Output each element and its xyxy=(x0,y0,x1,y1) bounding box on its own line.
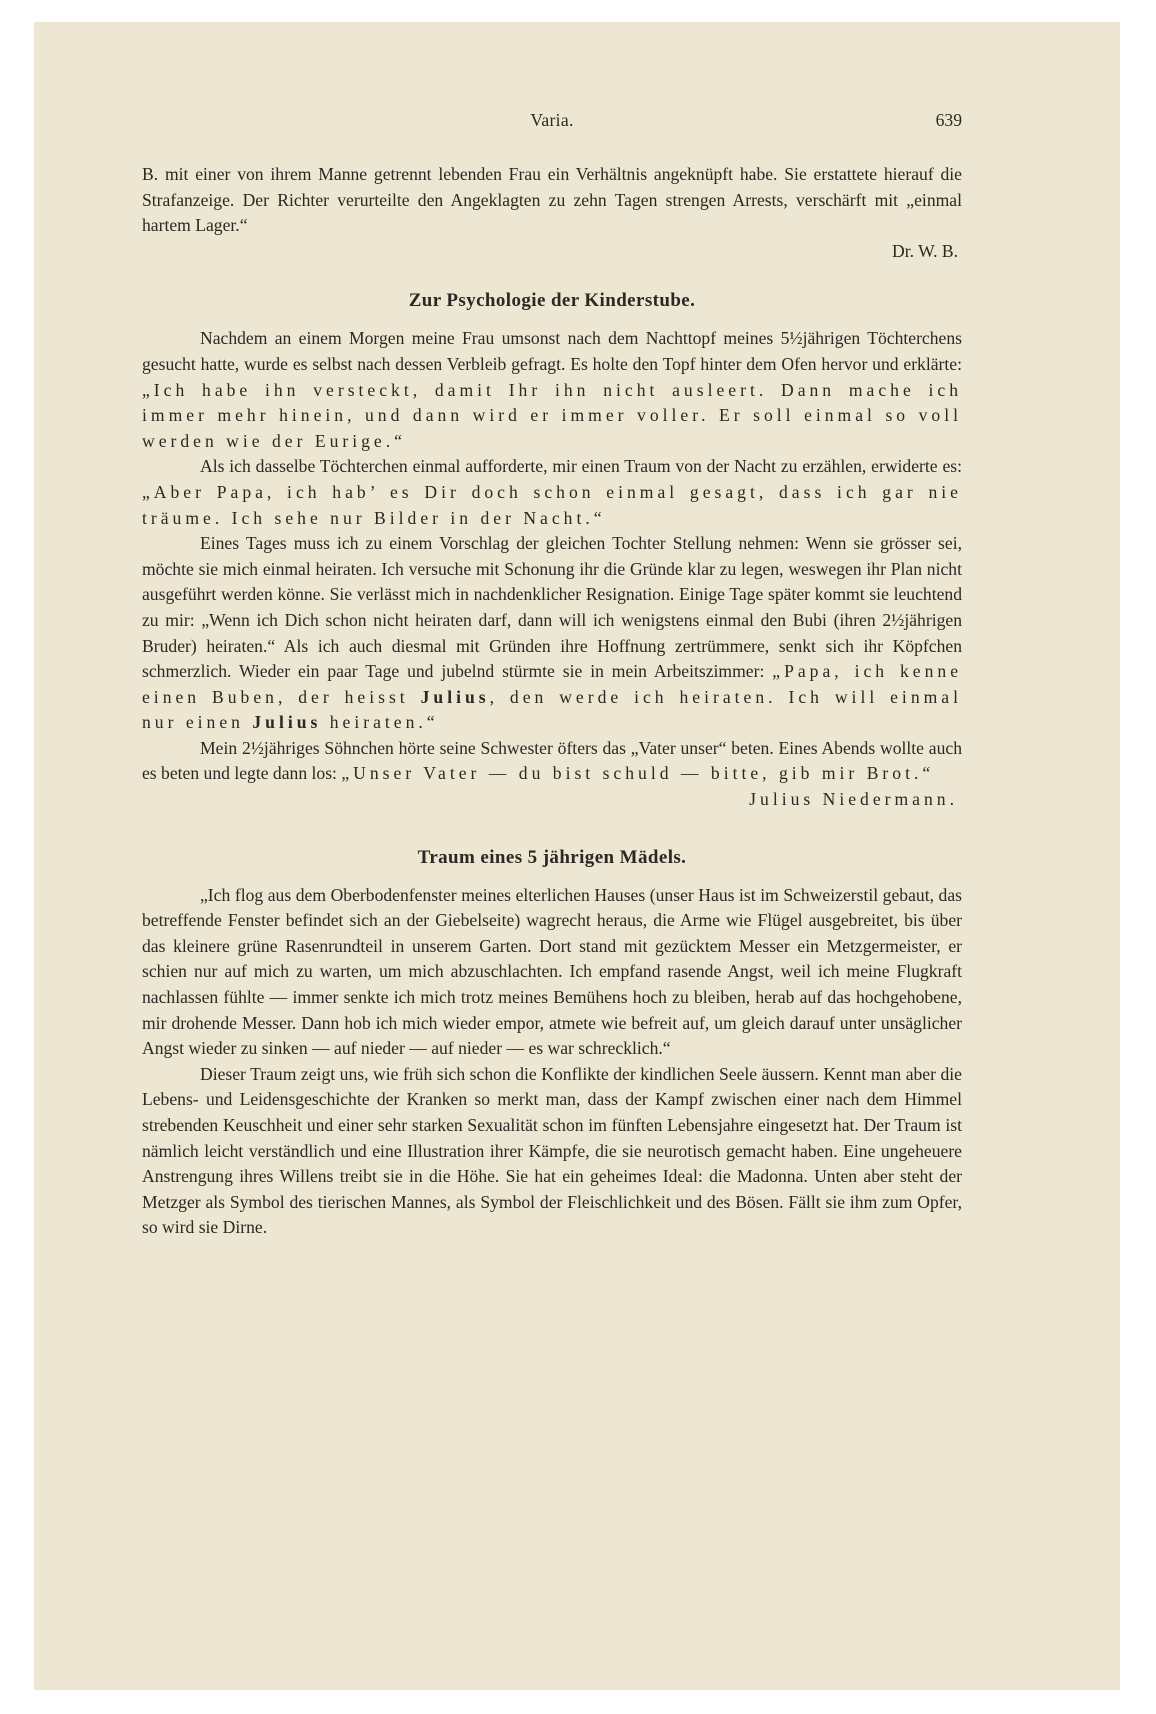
section1-author xyxy=(142,787,962,813)
paragraph-text: Nachdem an einem Morgen meine Frau umsonst nach dem Nachttopf meines 5½jährigen Töchterchens gesucht hatte, wurde es selbst nach dessen Verbleib gefragt. Es holte den Topf hinter dem Ofen hervor und erklärte: xyxy=(142,328,962,374)
author-name: Julius Niedermann. xyxy=(749,789,958,810)
spaced-quote: „Unser Vater — du bist schuld — bitte, gib mir Brot.“ xyxy=(341,763,935,784)
intro-signature: Dr. W. B. xyxy=(892,240,958,261)
book-page xyxy=(34,22,1120,1690)
intro-paragraph: B. mit einer von ihrem Manne getrennt lebenden Frau ein Verhältnis angeknüpft habe. Sie erstattete hierauf die Strafanzeige. Der Richter verurteilte den Angeklagten zu zehn Tagen strengen Arrests, verschärft mit „einmal hartem Lager.“ xyxy=(142,164,962,236)
spaced-quote: „Ich habe ihn versteckt, damit Ihr ihn nicht ausleert. Dann mache ich immer mehr hinein, und dann wird er immer voller. Er soll einmal so voll werden wie der Eurige.“ xyxy=(142,379,962,451)
page-content xyxy=(142,108,962,1241)
paragraph-text: Eines Tages muss ich zu einem Vorschlag der gleichen Tochter Stellung nehmen: Wenn sie grösser sei, möchte sie mich einmal heiraten. Ich versuche mit Schonung ihr die Gründe klar zu legen, weswegen ihr Plan nicht ausgeführt werden könne. Sie verlässt mich in nachdenklicher Resignation. Einige Tage später kommt sie leuchtend zu mir: „Wenn ich Dich schon nicht heiraten darf, dann will ich wenigstens einmal den Bubi (ihren 2½jährigen Bruder) heiraten.“ Als ich auch diesmal mit Gründen ihre Hoffnung zertrümmere, senkt sich ihr Köpfchen schmerzlich. Wieder ein paar Tage und jubelnd stürmte sie in mein Arbeitszimmer: xyxy=(142,533,962,682)
spaced-quote: „Aber Papa, ich hab’ es Dir doch schon einmal gesagt, dass ich gar nie träume. Ich sehe nur Bilder in der Nacht.“ xyxy=(142,481,962,528)
section-title-kinderstube: Zur Psychologie der Kinderstube. xyxy=(408,290,696,312)
section-title-traum: Traum eines 5 jährigen Mädels. xyxy=(417,846,687,868)
page-number: 639 xyxy=(935,110,962,130)
paragraph-nachttopf xyxy=(142,326,962,454)
bold-name: Julius xyxy=(252,712,322,733)
paragraph-vater-unser xyxy=(142,736,962,787)
paragraph-text: Mein 2½jähriges Söhnchen hörte seine Schwester öfters das „Vater unser“ beten. Eines Abends wollte auch es beten und legte dann los: xyxy=(142,737,962,784)
quote-part: , den werde ich heiraten. Ich will einmal nur einen xyxy=(142,686,962,733)
bold-name: Julius xyxy=(420,686,490,707)
quote-part: „Papa, ich kenne einen Buben, der heisst xyxy=(142,661,962,707)
quote-part: heiraten.“ xyxy=(321,712,439,733)
paragraph-deutung: Dieser Traum zeigt uns, wie früh sich schon die Konflikte der kindlichen Seele äussern. Kennt man aber die Lebens- und Leidensgeschichte der Kranken so merkt man, dass der Kampf zwischen einer nach dem Himmel strebenden Keuschheit und einer sehr starken Sexualität schon im fünften Lebensjahre eingesetzt hat. Der Traum ist nämlich leicht verständlich und eine Illustration ihrer Kämpfe, die sie neurotisch gemacht haben. Eine ungeheuere Anstrengung ihres Willens treibt sie in die Höhe. Sie hat ein geheimes Ideal: die Madonna. Unten aber steht der Metzger als Symbol des tierischen Mannes, als Symbol der Fleischlichkeit und des Bösen. Fällt sie ihm zum Opfer, so wird sie Dirne. xyxy=(142,1063,962,1238)
paragraph-traum-frage xyxy=(142,454,962,531)
running-head xyxy=(142,108,962,136)
paragraph-text: Als ich dasselbe Töchterchen einmal aufforderte, mir einen Traum von der Nacht zu erzählen, erwiderte es: xyxy=(200,456,962,477)
paragraph-heiraten xyxy=(142,531,962,736)
paragraph-traum: „Ich flog aus dem Oberbodenfenster meines elterlichen Hauses (unser Haus ist im Schweizerstil gebaut, das betreffende Fenster befindet sich an der Giebelseite) wagrecht heraus, die Arme wie Flügel ausgebreitet, bis über das kleinere grüne Rasenrundteil in unserem Garten. Dort stand mit gezücktem Messer ein Metzgermeister, er schien nur auf mich zu warten, um mich abzuschlachten. Ich empfand rasende Angst, weil ich meine Flugkraft nachlassen fühlte — immer senkte ich mich trotz meines Bemühens hoch zu bleiben, herab auf das hochgehobene, mir drohende Messer. Dann hob ich mich wieder empor, atmete wie befreit auf, um gleich darauf unter unsäglicher Angst wieder zu sinken — auf nieder — auf nieder — es war schrecklich.“ xyxy=(142,884,962,1059)
running-title: Varia. xyxy=(530,110,574,130)
